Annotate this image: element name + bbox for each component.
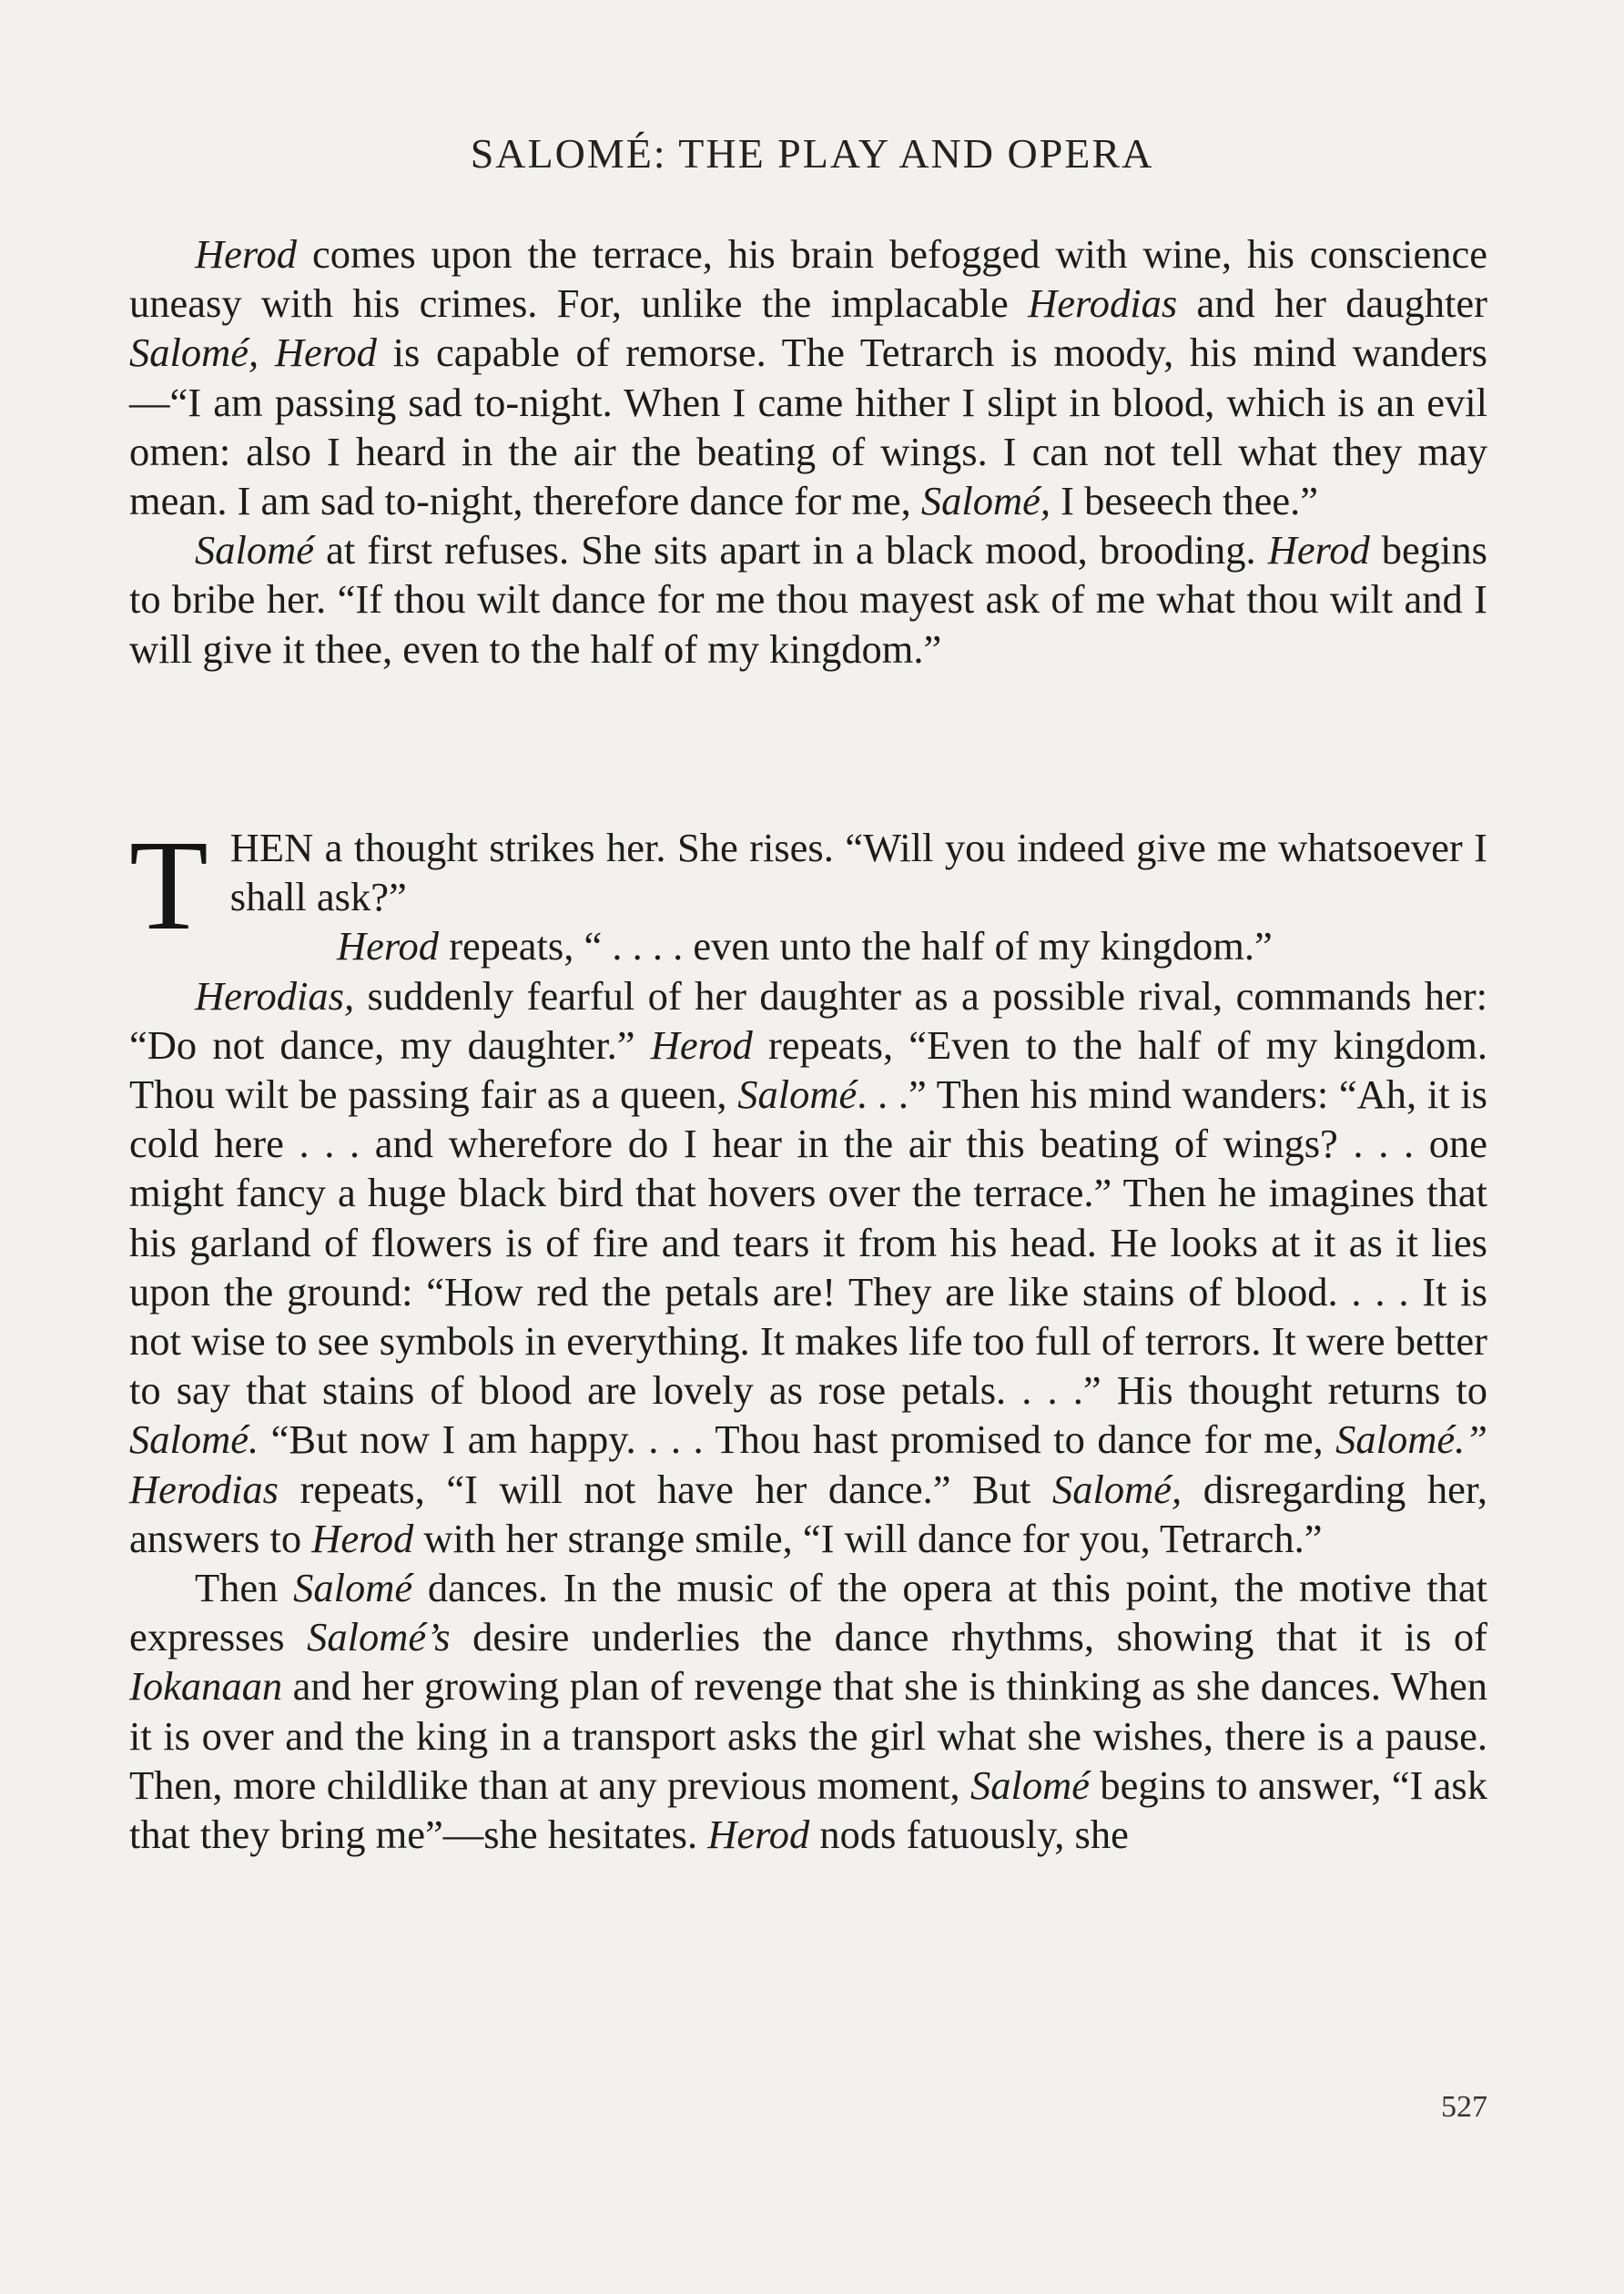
paragraph-thought-strikes xyxy=(129,813,1487,971)
text-span: with her strange smile, “I will dance for you, Tetrarch.” xyxy=(413,1515,1323,1561)
text-span: repeats, “ . . . . even unto the half of my kingdom.” xyxy=(439,923,1273,969)
text-span: at first refuses. She sits apart in a black mood, brooding. xyxy=(314,527,1268,574)
name-herod: Herod xyxy=(707,1812,810,1858)
text-span: and her growing plan of revenge that she is thinking as she dances. When it is over and the king in a transport asks the girl what she wishes, there is a pause. Then, more childlike than at any previous moment, xyxy=(129,1663,1487,1808)
name-salome: Salomé, xyxy=(920,478,1051,524)
text-span: suddenly fearful of her daughter as a possible rival, commands her: “Do not dance, my daughter.” xyxy=(129,972,1487,1068)
text-span: repeats, “I will not have her dance.” But xyxy=(279,1466,1053,1512)
text-span: begins to answer, “I ask that they bring me”—she hesitates. xyxy=(129,1761,1487,1858)
name-salome: Salomé, xyxy=(1052,1466,1182,1512)
text-span: HEN a thought strikes her. She rises. “Will you indeed give me whatsoever I shall ask?” xyxy=(229,825,1487,920)
name-herodias: Herodias xyxy=(129,1466,279,1512)
paragraph-salome-dances xyxy=(129,1563,1487,1859)
name-salome-herod: Salomé, Herod xyxy=(129,330,377,376)
text-span: desire underlies the dance rhythms, showing that it is of xyxy=(450,1614,1487,1660)
text-span: nods fatuously, she xyxy=(809,1812,1129,1858)
text-span: comes upon the terrace, his brain befogged with wine, his conscience uneasy with his crimes. For, unlike the implacable xyxy=(129,231,1487,327)
text-span: disregarding her, answers to xyxy=(129,1466,1487,1561)
text-span: “But now I am happy. . . . Thou hast promised to dance for me, xyxy=(259,1416,1336,1463)
name-salome: Salomé xyxy=(969,1761,1090,1808)
name-herod: Herod xyxy=(195,231,298,277)
text-span: and her daughter xyxy=(1177,280,1487,327)
text-span: repeats, “Even to the half of my kingdom. Thou wilt be passing fair as a queen, xyxy=(129,1021,1487,1118)
name-salome: Salomé. xyxy=(129,1416,259,1463)
name-salome-possessive: Salomé’s xyxy=(307,1614,451,1660)
text-block-upper xyxy=(129,229,1487,674)
name-herodias: Herodias xyxy=(1028,280,1178,327)
name-salome: Salomé.” xyxy=(1335,1416,1487,1463)
name-salome: Salomé xyxy=(293,1565,413,1611)
paragraph-herodias-fearful xyxy=(129,971,1487,1563)
herod-repeats-line xyxy=(129,921,1487,970)
name-salome: Salomé xyxy=(195,527,315,574)
paragraph-herod-terrace xyxy=(129,229,1487,525)
text-span: dances. In the music of the opera at this point, the motive that expresses xyxy=(129,1565,1487,1660)
drop-cap: T xyxy=(129,813,208,957)
text-span: I beseech thee.” xyxy=(1051,478,1319,524)
page-title: SALOMÉ: THE PLAY AND OPERA xyxy=(470,130,1154,177)
name-herod: Herod xyxy=(1267,527,1370,574)
page-number: 527 xyxy=(1441,2090,1487,2124)
name-salome: Salomé xyxy=(737,1071,858,1118)
text-span: is capable of remorse. The Tetrarch is moody, his mind wanders—“I am passing sad to-night. When I came hither I slipt in blood, which is an evil omen: also I heard in the air the beating of wings. I can not tell what they may mean. I am sad to-night, therefore dance for me, xyxy=(129,330,1488,524)
name-herodias: Herodias, xyxy=(195,972,355,1019)
name-herod: Herod xyxy=(311,1515,414,1561)
name-iokanaan: Iokanaan xyxy=(129,1663,283,1710)
text-span: . . .” Then his mind wanders: “Ah, it is cold here . . . and wherefore do I hear in the air this beating of wings? . . . one might fancy a huge black bird that hovers over the terrace.” Then he imagines that his garland of flowers is of fire and tears it from his head. He looks at it as it lies upon the ground: “How red the petals are! They are like stains of blood. . . . It is not wise to see symbols in everything. It makes life too full of terrors. It were better to say that stains of blood are lovely as rose petals. . . .” His thought returns to xyxy=(129,1071,1487,1414)
text-span: Then xyxy=(195,1565,294,1611)
name-herod: Herod xyxy=(650,1021,753,1068)
name-herod: Herod xyxy=(337,923,440,969)
text-span: begins to bribe her. “If thou wilt dance for me thou mayest ask of me what thou wilt and I will give it thee, even to the half of my kingdom.” xyxy=(129,527,1487,672)
paragraph-salome-refuses xyxy=(129,525,1487,674)
text-block-lower xyxy=(129,813,1487,1859)
